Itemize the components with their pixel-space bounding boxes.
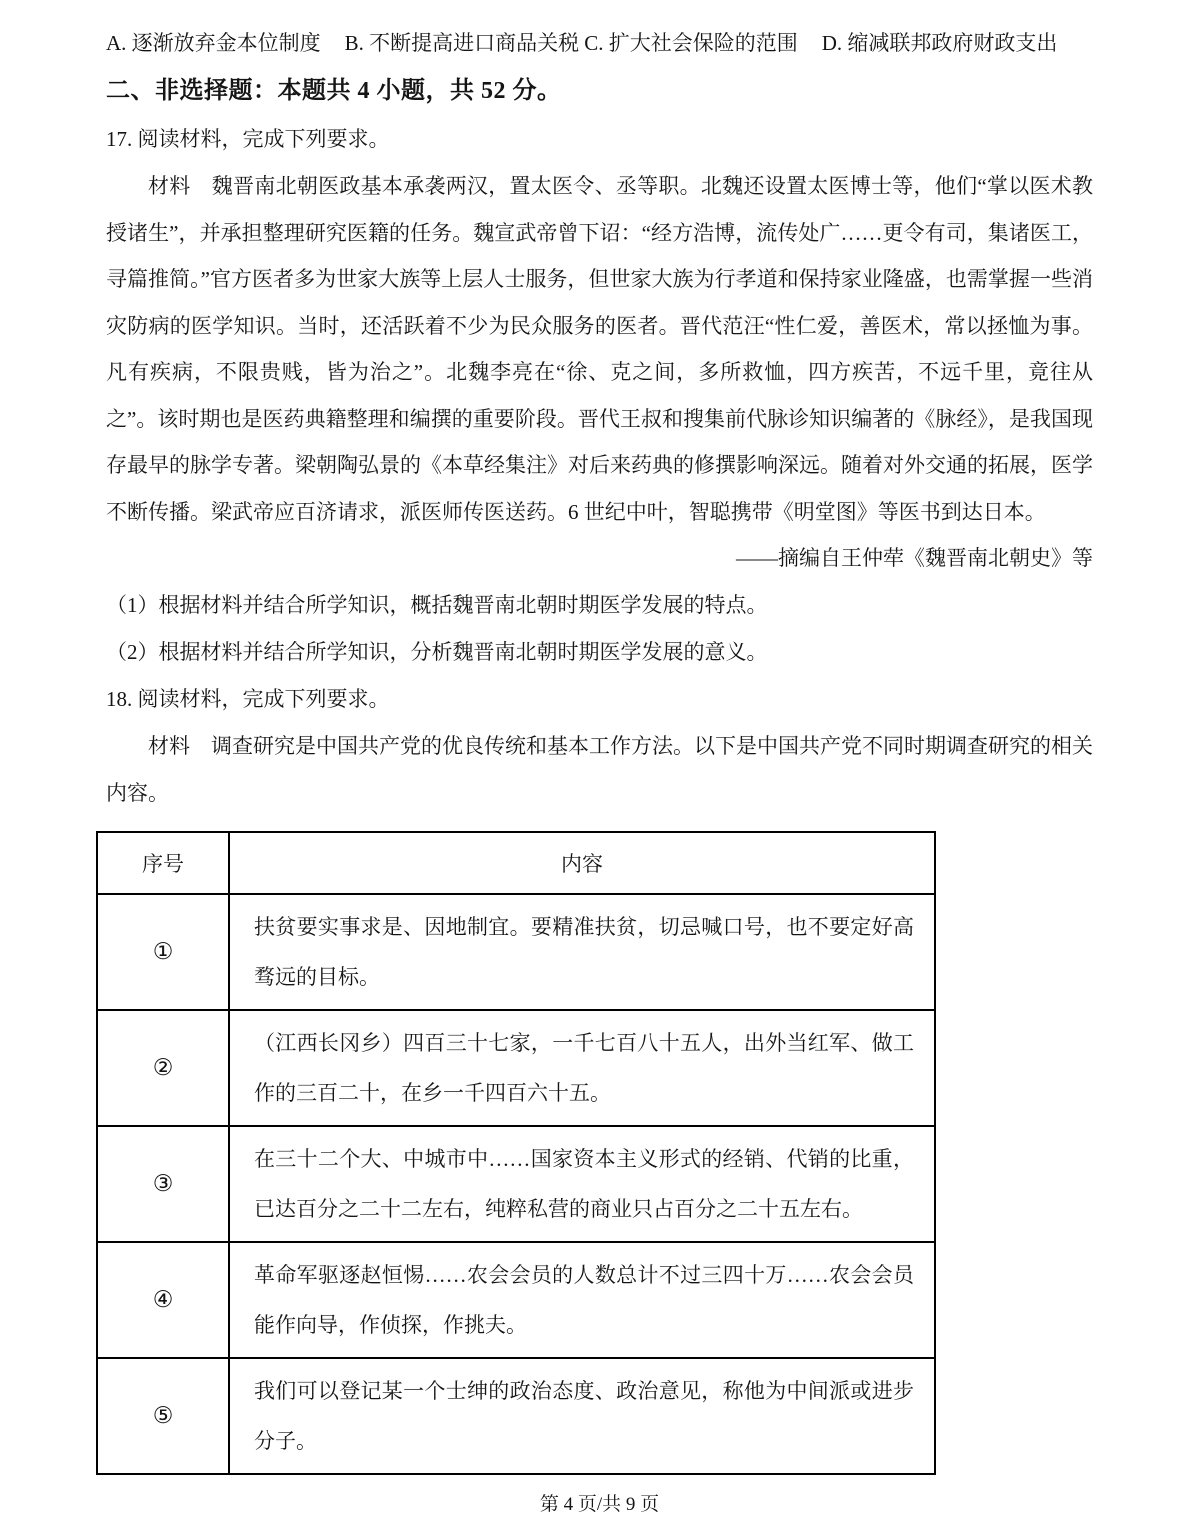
row-content: 在三十二个大、中城市中……国家资本主义形式的经销、代销的比重，已达百分之二十二左右，纯粹私营的商业只占百分之二十五左右。 xyxy=(229,1126,935,1242)
survey-content-table xyxy=(96,831,936,1475)
section-heading: 二、非选择题：本题共 4 小题，共 52 分。 xyxy=(106,78,562,104)
row-content: 扶贫要实事求是、因地制宜。要精准扶贫，切忌喊口号，也不要定好高骛远的目标。 xyxy=(229,894,935,1010)
table-header-content: 内容 xyxy=(229,832,935,894)
mc-options-line xyxy=(106,20,1093,67)
row-content: （江西长冈乡）四百三十七家，一千七百八十五人，出外当红军、做工作的三百二十，在乡一千四百六十五。 xyxy=(229,1010,935,1126)
q17-stem: 17. 阅读材料，完成下列要求。 xyxy=(106,127,390,151)
option-b: B. 不断提高进口商品关税 xyxy=(344,31,580,55)
table-header-num: 序号 xyxy=(97,832,229,894)
q18-stem: 18. 阅读材料，完成下列要求。 xyxy=(106,687,390,711)
table-row xyxy=(97,1010,935,1126)
q18-material: 材料 调查研究是中国共产党的优良传统和基本工作方法。以下是中国共产党不同时期调查研究的相关内容。 xyxy=(106,734,1093,805)
table-row xyxy=(97,894,935,1010)
q17-subquestion-2: （2）根据材料并结合所学知识，分析魏晋南北朝时期医学发展的意义。 xyxy=(106,640,768,664)
table-row xyxy=(97,1242,935,1358)
option-d: D. 缩减联邦政府财政支出 xyxy=(821,31,1058,55)
option-a: A. 逐渐放弃金本位制度 xyxy=(106,31,321,55)
row-number: ② xyxy=(97,1010,229,1126)
row-number: ⑤ xyxy=(97,1358,229,1474)
row-number: ④ xyxy=(97,1242,229,1358)
table-row xyxy=(97,1358,935,1474)
row-number: ① xyxy=(97,894,229,1010)
row-content: 我们可以登记某一个士绅的政治态度、政治意见，称他为中间派或进步分子。 xyxy=(229,1358,935,1474)
table-header-row xyxy=(97,832,935,894)
q17-source-attribution: ——摘编自王仲荦《魏晋南北朝史》等 xyxy=(736,546,1093,570)
table-row xyxy=(97,1126,935,1242)
row-number: ③ xyxy=(97,1126,229,1242)
page-number-indicator: 第 4 页/共 9 页 xyxy=(539,1494,660,1515)
q17-material: 材料 魏晋南北朝医政基本承袭两汉，置太医令、丞等职。北魏还设置太医博士等，他们“掌以医术教授诸生”，并承担整理研究医籍的任务。魏宣武帝曾下诏：“经方浩博，流传处广……更令有司，集诸医工，寻篇推简。”官方医者多为世家大族等上层人士服务，但世家大族为行孝道和保持家业隆盛，也需掌握一些消灾防病的医学知识。当时，还活跃着不少为民众服务的医者。晋代范汪“性仁爱，善医术，常以拯恤为事。凡有疾病，不限贵贱，皆为治之”。北魏李亮在“徐、克之间，多所救恤，四方疾苦，不远千里，竟往从之”。该时期也是医药典籍整理和编撰的重要阶段。晋代王叔和搜集前代脉诊知识编著的《脉经》，是我国现存最早的脉学专著。梁朝陶弘景的《本草经集注》对后来药典的修撰影响深远。随着对外交通的拓展，医学不断传播。梁武帝应百济请求，派医师传医送药。6 世纪中叶，智聪携带《明堂图》等医书到达日本。 xyxy=(106,174,1093,524)
row-content: 革命军驱逐赵恒惕……农会会员的人数总计不过三四十万……农会会员能作向导，作侦探，作挑夫。 xyxy=(229,1242,935,1358)
q17-subquestion-1: （1）根据材料并结合所学知识，概括魏晋南北朝时期医学发展的特点。 xyxy=(106,593,768,617)
option-c: C. 扩大社会保险的范围 xyxy=(584,31,798,55)
